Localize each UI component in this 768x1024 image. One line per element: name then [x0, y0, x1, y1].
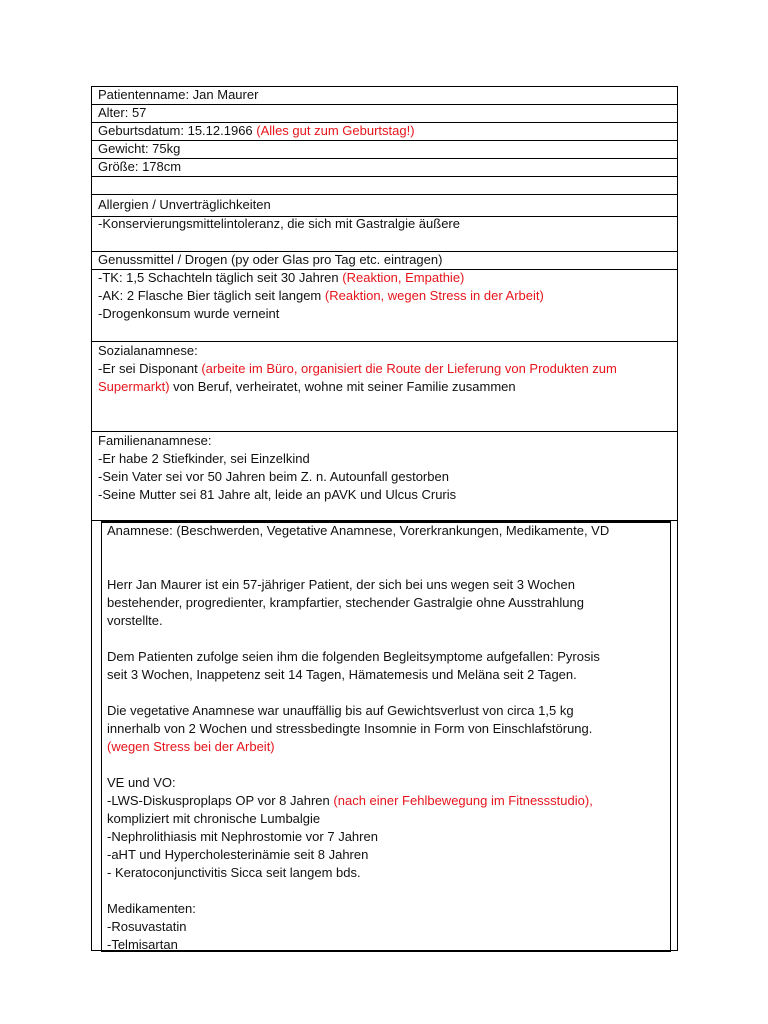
social-line-1	[98, 360, 672, 378]
medications-heading: Medikamenten:	[107, 901, 196, 916]
stimulants-tobacco	[98, 269, 672, 287]
tobacco-note: (Reaktion, Empathie)	[342, 270, 465, 285]
vegetative-line-1: Die vegetative Anamnese war unauffällig bis auf Gewichtsverlust von circa 1,5 kg	[107, 703, 574, 718]
stimulants-drugs: -Drogenkonsum wurde verneint	[98, 306, 280, 321]
prior-conditions-heading: VE und VO:	[107, 775, 176, 790]
vegetative-line-2: innerhalb von 2 Wochen und stressbedingte Insomnie in Form von Einschlafstörung.	[107, 721, 593, 736]
social-note-b: Supermarkt)	[98, 379, 170, 394]
prior-condition-2: -Nephrolithiasis mit Nephrostomie vor 7 Jahren	[107, 829, 378, 844]
prior-condition-1-continuation: kompliziert mit chronische Lumbalgie	[107, 811, 321, 826]
family-line-2: -Sein Vater sei vor 50 Jahren beim Z. n. Autounfall gestorben	[98, 469, 449, 484]
stimulants-alcohol	[98, 287, 672, 305]
birthdate-note: (Alles gut zum Geburtstag!)	[256, 123, 415, 138]
complaint-line-2: bestehender, progredienter, krampfartier, stechender Gastralgie ohne Ausstrahlung	[107, 595, 584, 610]
prior-condition-1-text: -LWS-Diskusproplaps OP vor 8 Jahren	[107, 793, 330, 808]
symptoms-line-2: seit 3 Wochen, Inappetenz seit 14 Tagen, Hämatemesis und Meläna seit 2 Tagen.	[107, 667, 577, 682]
family-line-3: -Seine Mutter sei 81 Jahre alt, leide an pAVK und Ulcus Cruris	[98, 487, 457, 502]
social-heading: Sozialanamnese:	[98, 343, 198, 358]
patient-birthdate	[98, 122, 672, 140]
medication-2: -Telmisartan	[107, 937, 178, 952]
vegetative-note: (wegen Stress bei der Arbeit)	[107, 739, 275, 754]
stimulants-heading: Genussmittel / Drogen (py oder Glas pro Tag etc. eintragen)	[98, 252, 443, 267]
social-occupation: -Er sei Disponant	[98, 361, 198, 376]
prior-condition-1-note: (nach einer Fehlbewegung im Fitnessstudio),	[333, 793, 593, 808]
birthdate-value: Geburtsdatum: 15.12.1966	[98, 123, 253, 138]
alcohol-note: (Reaktion, wegen Stress in der Arbeit)	[324, 288, 544, 303]
family-line-1: -Er habe 2 Stiefkinder, sei Einzelkind	[98, 451, 310, 466]
prior-condition-4: - Keratoconjunctivitis Sicca seit langem bds.	[107, 865, 361, 880]
social-line-2	[98, 378, 672, 396]
anamnesis-heading: Anamnese: (Beschwerden, Vegetative Anamnese, Vorerkrankungen, Medikamente, VD	[107, 523, 610, 538]
allergies-entry: -Konservierungsmittelintoleranz, die sich mit Gastralgie äußere	[98, 216, 460, 231]
anamnesis-text	[107, 522, 663, 954]
patient-height: Größe: 178cm	[98, 159, 182, 174]
medication-1: -Rosuvastatin	[107, 919, 187, 934]
prior-condition-3: -aHT und Hypercholesterinämie seit 8 Jahren	[107, 847, 369, 862]
alcohol-text: -AK: 2 Flasche Bier täglich seit langem	[98, 288, 322, 303]
patient-weight: Gewicht: 75kg	[98, 141, 181, 156]
patient-age: Alter: 57	[98, 105, 147, 120]
patient-record-form	[91, 86, 678, 951]
symptoms-line-1: Dem Patienten zufolge seien ihm die folgenden Begleitsymptome aufgefallen: Pyrosis	[107, 649, 600, 664]
anamnesis-box	[101, 520, 671, 952]
patient-name: Patientenname: Jan Maurer	[98, 87, 259, 102]
family-heading: Familienanamnese:	[98, 433, 212, 448]
prior-condition-1	[107, 792, 663, 810]
social-details: von Beruf, verheiratet, wohne mit seiner Familie zusammen	[173, 379, 516, 394]
social-note-a: (arbeite im Büro, organisiert die Route der Lieferung von Produkten zum	[201, 361, 617, 376]
complaint-line-1: Herr Jan Maurer ist ein 57-jähriger Patient, der sich bei uns wegen seit 3 Wochen	[107, 577, 575, 592]
tobacco-text: -TK: 1,5 Schachteln täglich seit 30 Jahren	[98, 270, 339, 285]
allergies-heading: Allergien / Unverträglichkeiten	[98, 197, 271, 212]
complaint-line-3: vorstellte.	[107, 613, 163, 628]
